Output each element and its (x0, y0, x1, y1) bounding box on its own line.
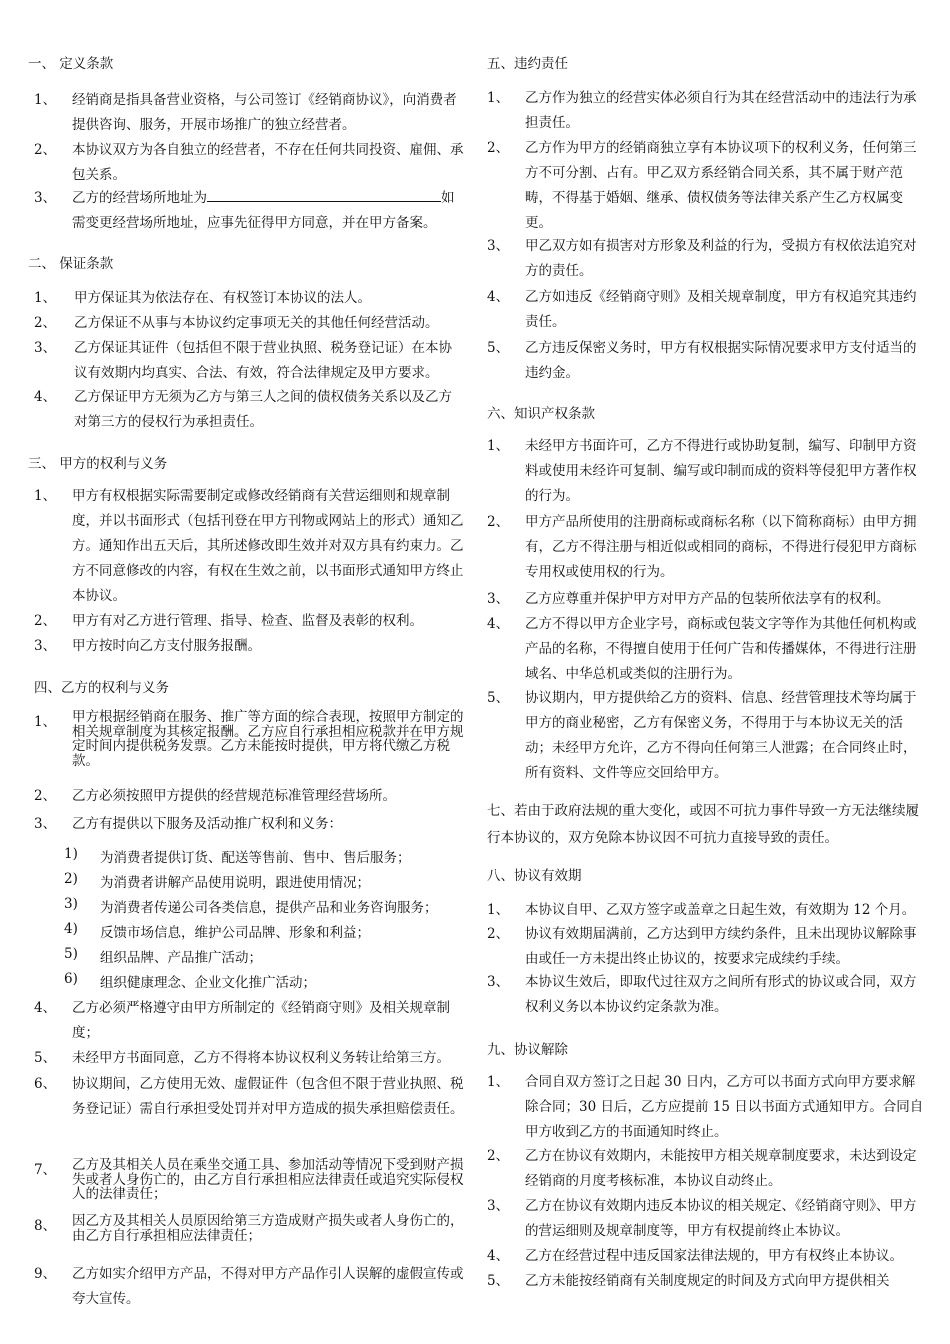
clause-item: 1、 未经甲方书面许可，乙方不得进行或协助复制，编写、印制甲方资料或使用未经许可复制、编写或印制而成的资料等侵犯甲方著作权的行为。 (487, 438, 917, 504)
clause-item: 2、 乙方必须按照甲方提供的经营规范标准管理经营场所。 (34, 788, 396, 804)
clause-item: 2、 乙方作为甲方的经销商独立享有本协议项下的权利义务，任何第三方不可分割、占有。甲乙双方系经销合同关系，其不属于财产范畴，不得基于婚姻、继承、债权债务等法律关系产生乙方权属变更。 (487, 140, 917, 231)
clause-item: 5、 未经甲方书面同意，乙方不得将本协议权利义务转让给第三方。 (34, 1050, 450, 1066)
sub-item: 2) 为消费者讲解产品使用说明，跟进使用情况； (64, 871, 370, 891)
clause-item: 3、 乙方的经营场所地址为 如需变更经营场所地址，应事先征得甲方同意，并在甲方备案。 (34, 186, 464, 236)
clause-item: 1、 甲方保证其为依法存在、有权签订本协议的法人。 (34, 290, 371, 306)
sub-item: 6) 组织健康理念、企业文化推广活动； (64, 971, 316, 991)
section-heading-definitions: 一、 定义条款 (28, 56, 114, 72)
clause-item: 1、 甲方有权根据实际需要制定或修改经销商有关营运细则和规章制度，并以书面形式（包括刊登在甲方刊物或网站上的形式）通知乙方。通知作出五天后，其所述修改即生效并对双方具有约束力。乙方不同意修改的内容，有权在生效之前，以书面形式通知甲方终止本协议。 (34, 488, 464, 604)
section-heading-breach-liability: 五、违约责任 (487, 56, 568, 72)
clause-item: 2、 甲方有对乙方进行管理、指导、检查、监督及表彰的权利。 (34, 613, 423, 629)
clause-item: 4、 乙方如违反《经销商守则》及相关规章制度，甲方有权追究其违约责任。 (487, 289, 917, 330)
clause-item: 9、 乙方如实介绍甲方产品，不得对甲方产品作引人误解的虚假宣传或夸大宣传。 (34, 1266, 464, 1307)
section-heading-validity-period: 八、协议有效期 (487, 868, 582, 884)
sub-item: 4) 反馈市场信息，维护公司品牌、形象和利益； (64, 921, 370, 941)
clause-item: 1、 合同自双方签订之日起 30 日内，乙方可以书面方式向甲方要求解除合同；30 日后，乙方应提前 15 日以书面方式通知甲方。合同自甲方收到乙方的书面通知时终止。 (487, 1074, 924, 1140)
section-heading-guarantees: 二、 保证条款 (28, 256, 114, 272)
sub-item: 5) 组织品牌、产品推广活动； (64, 946, 262, 966)
clause-item: 4、 乙方在经营过程中违反国家法律法规的，甲方有权终止本协议。 (487, 1248, 903, 1264)
clause-item: 2、 乙方保证不从事与本协议约定事项无关的其他任何经营活动。 (34, 315, 439, 331)
clause-item: 1、 经销商是指具备营业资格，与公司签订《经销商协议》，向消费者提供咨询、服务，开展市场推广的独立经营者。 (34, 92, 457, 133)
clause-item: 1、 本协议自甲、乙双方签字或盖章之日起生效，有效期为 12 个月。 (487, 902, 916, 918)
address-clause-text: 乙方的经营场所地址为 如需变更经营场所地址，应事先征得甲方同意，并在甲方备案。 (72, 190, 455, 231)
clause-item: 4、 乙方必须严格遵守由甲方所制定的《经销商守则》及相关规章制度； (34, 1000, 450, 1041)
section-heading-party-a-rights: 三、 甲方的权利与义务 (28, 456, 168, 472)
section-heading-party-b-rights: 四、乙方的权利与义务 (34, 680, 169, 696)
sub-item: 3) 为消费者传递公司各类信息，提供产品和业务咨询服务； (64, 896, 438, 916)
address-blank-line (207, 189, 441, 202)
clause-item: 5、 协议期内，甲方提供给乙方的资料、信息、经营管理技术等均属于甲方的商业秘密，乙方有保密义务，不得用于与本协议无关的活动；未经甲方允许，乙方不得向任何第三人泄露；在合同终止时，所有资料、文件等应交回给甲方。 (487, 690, 917, 781)
clause-item: 6、 协议期间，乙方使用无效、虚假证件（包含但不限于营业执照、税务登记证）需自行承担受处罚并对甲方造成的损失承担赔偿责任。 (34, 1076, 464, 1117)
clause-item: 3、 甲方按时向乙方支付服务报酬。 (34, 638, 261, 654)
clause-item: 7、 乙方及其相关人员在乘坐交通工具、参加活动等情况下受到财产损失或者人身伤亡的，由乙方自行承担相应法律责任或追究实际侵权人的法律责任； (34, 1157, 464, 1202)
clause-item: 4、 乙方不得以甲方企业字号，商标或包装文字等作为其他任何机构或产品的名称，不得擅自使用于任何广告和传播媒体，不得进行注册域名、中华总机或类似的注册行为。 (487, 616, 917, 682)
clause-item: 5、 乙方违反保密义务时，甲方有权根据实际情况要求甲方支付适当的违约金。 (487, 340, 917, 381)
force-majeure-paragraph: 七、若由于政府法规的重大变化，或因不可抗力事件导致一方无法继续履行本协议的，双方免除本协议因不可抗力直接导致的责任。 (487, 803, 919, 846)
clause-item: 2、 甲方产品所使用的注册商标或商标名称（以下简称商标）由甲方拥有，乙方不得注册与相近似或相同的商标，不得进行侵犯甲方商标专用权或使用权的行为。 (487, 514, 917, 580)
clause-item: 2、 本协议双方为各自独立的经营者，不存在任何共同投资、雇佣、承包关系。 (34, 142, 464, 183)
clause-item: 3、 乙方在协议有效期内违反本协议的相关规定、《经销商守则》、甲方的营运细则及规章制度等，甲方有权提前终止本协议。 (487, 1198, 917, 1239)
section-heading-termination: 九、协议解除 (487, 1042, 568, 1058)
clause-item: 3、 乙方保证其证件（包括但不限于营业执照、税务登记证）在本协议有效期内均真实、合法、有效，符合法律规定及甲方要求。 (34, 340, 452, 381)
clause-item: 3、 甲乙双方如有损害对方形象及利益的行为，受损方有权依法追究对方的责任。 (487, 238, 917, 279)
clause-item: 4、 乙方保证甲方无须为乙方与第三人之间的债权债务关系以及乙方对第三方的侵权行为承担责任。 (34, 389, 452, 430)
clause-item: 2、 协议有效期届满前，乙方达到甲方续约条件，且未出现协议解除事由或任一方未提出终止协议的，按要求完成续约手续。 (487, 926, 917, 967)
section-heading-intellectual-property: 六、知识产权条款 (487, 406, 595, 422)
clause-item: 3、 乙方有提供以下服务及活动推广权利和义务： (34, 816, 342, 832)
clause-item: 3、 本协议生效后，即取代过往双方之间所有形式的协议或合同，双方权利义务以本协议约定条款为准。 (487, 974, 917, 1015)
clause-item: 2、 乙方在协议有效期内，未能按甲方相关规章制度要求，未达到设定经销商的月度考核标准，本协议自动终止。 (487, 1148, 917, 1189)
clause-item: 8、 因乙方及其相关人员原因给第三方造成财产损失或者人身伤亡的，由乙方自行承担相应法律责任； (34, 1213, 464, 1244)
sub-item: 1) 为消费者提供订货、配送等售前、售中、售后服务； (64, 846, 411, 866)
clause-item: 3、 乙方应尊重并保护甲方对甲方产品的包装所依法享有的权利。 (487, 591, 890, 607)
clause-item: 5、 乙方未能按经销商有关制度规定的时间及方式向甲方提供相关 (487, 1273, 890, 1289)
clause-item: 1、 甲方根据经销商在服务、推广等方面的综合表现，按照甲方制定的相关规章制度为其核定报酬。乙方应自行承担相应税款并在甲方规定时间内提供税务发票。乙方未能按时提供，甲方将代缴乙方税款。 (34, 709, 464, 769)
clause-item: 1、 乙方作为独立的经营实体必须自行为其在经营活动中的违法行为承担责任。 (487, 90, 917, 131)
